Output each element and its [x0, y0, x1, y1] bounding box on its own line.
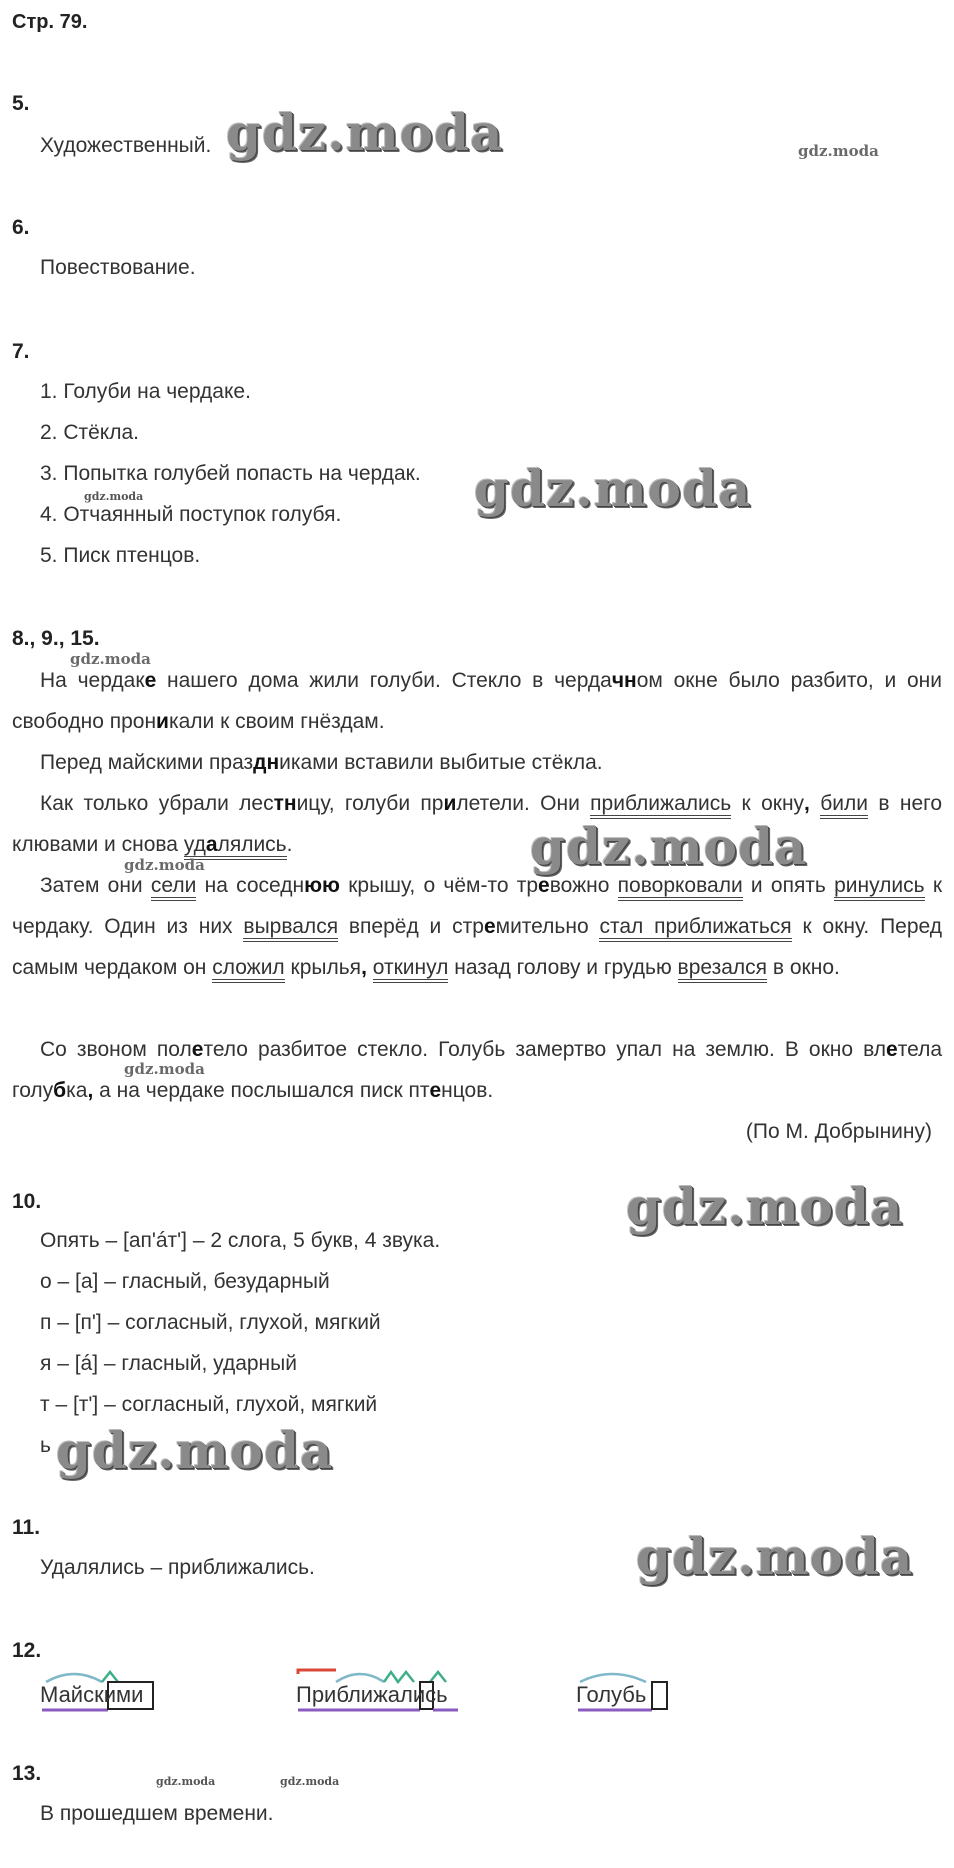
phonetic-line: о – [а] – гласный, безударный — [40, 1270, 330, 1293]
task-7-item: 2. Стёкла. — [40, 421, 140, 444]
suffix-mark — [430, 1672, 446, 1682]
task-5-answer: Художественный. — [40, 134, 212, 157]
watermark-logo: gdz.moda — [280, 1775, 340, 1788]
watermark-logo: gdz.moda — [156, 1775, 216, 1788]
predicate-underline: приближались — [590, 792, 731, 819]
page-title: Стр. 79. — [12, 11, 88, 33]
task-6-number: 6. — [12, 216, 30, 239]
watermark-logo: gdz.moda — [124, 856, 205, 874]
morpheme-parse-word — [40, 1668, 158, 1718]
predicate-underline: сложил — [212, 956, 284, 983]
watermark-logo: gdz.moda — [226, 103, 504, 162]
prefix-mark — [298, 1670, 336, 1674]
root-arc — [46, 1674, 102, 1682]
task-12-number: 12. — [12, 1639, 42, 1662]
task-10-number: 10. — [12, 1190, 42, 1213]
task-13-number: 13. — [12, 1762, 42, 1785]
task-5-number: 5. — [12, 92, 30, 115]
suffix-mark — [384, 1672, 414, 1682]
text-paragraph-5: Со звоном полетело разбитое стекло. Голубь замертво упал на землю. В окно влетела голубка, а на чердаке послышался писк птенцов. — [12, 1038, 942, 1102]
predicate-underline: врезался — [678, 956, 768, 983]
predicate-underline: откинул — [373, 956, 449, 983]
predicate-underline: поворковали — [618, 874, 743, 901]
text-paragraph-3: Как только убрали лестницу, голуби прилетели. Они приближались к окну, били в него клювами и снова удалялись. — [12, 783, 942, 865]
phonetic-line: п – [п'] – согласный, глухой, мягкий — [40, 1311, 381, 1334]
phonetic-line: ь — [40, 1434, 51, 1457]
predicate-underline: били — [820, 792, 868, 819]
text-paragraph-4: Затем они сели на соседнюю крышу, о чём-то тревожно поворковали и опять ринулись к чердаку. Один из них вырвался вперёд и стремительно стал приближаться к окну. Перед самым чердаком он сложил крылья, откинул назад голову и грудью врезался в окно. — [12, 865, 942, 988]
watermark-logo: gdz.moda — [474, 459, 752, 518]
word: Голубь — [576, 1682, 647, 1707]
predicate-underline: сели — [151, 874, 196, 901]
task-7-item: 4. Отчаянный поступок голубя. — [40, 503, 342, 526]
text-paragraph-1: На чердаке нашего дома жили голуби. Стекло в чердачном окне было разбито, и они свободно проникали к своим гнёздам. — [12, 669, 942, 733]
task-11-answer: Удалялись – приближались. — [40, 1556, 315, 1579]
root-arc — [580, 1674, 646, 1682]
suffix-mark — [102, 1672, 118, 1682]
task-6-answer: Повествование. — [40, 256, 196, 279]
morpheme-parse-word — [576, 1668, 676, 1718]
watermark-logo: gdz.moda — [84, 490, 144, 503]
task-8-number: 8., 9., 15. — [12, 627, 100, 650]
task-13-answer: В прошедшем времени. — [40, 1802, 274, 1825]
watermark-logo: gdz.moda — [70, 650, 151, 668]
watermark-logo: gdz.moda — [626, 1177, 904, 1236]
ending-box — [652, 1682, 667, 1709]
morpheme-parse-word — [296, 1668, 464, 1718]
word: Майскими — [40, 1682, 144, 1707]
task-7-item: 3. Попытка голубей попасть на чердак. — [40, 462, 421, 485]
phonetic-line: я – [á] – гласный, ударный — [40, 1352, 297, 1375]
predicate-underline: стал приближаться — [599, 915, 791, 942]
watermark-logo: gdz.moda — [56, 1421, 334, 1480]
watermark-logo: gdz.moda — [798, 142, 879, 160]
word: Приближались — [296, 1682, 448, 1707]
text-source: (По М. Добрынину) — [745, 1120, 932, 1143]
task-7-item: 1. Голуби на чердаке. — [40, 380, 251, 403]
predicate-underline: ринулись — [834, 874, 924, 901]
task-11-number: 11. — [12, 1516, 41, 1539]
watermark-logo: gdz.moda — [636, 1527, 914, 1586]
predicate-underline: вырвался — [243, 915, 338, 942]
predicate-underline: удалялись — [184, 833, 287, 860]
watermark-logo: gdz.moda — [530, 817, 808, 876]
root-arc — [336, 1674, 384, 1682]
task-7-number: 7. — [12, 340, 30, 363]
phonetic-line: Опять – [ап'áт'] – 2 слога, 5 букв, 4 звука. — [40, 1229, 441, 1252]
text-paragraph-2: Перед майскими праздниками вставили выбитые стёкла. — [40, 751, 603, 774]
phonetic-line: т – [т'] – согласный, глухой, мягкий — [40, 1393, 378, 1416]
task-7-item: 5. Писк птенцов. — [40, 544, 201, 567]
watermark-logo: gdz.moda — [124, 1060, 205, 1078]
